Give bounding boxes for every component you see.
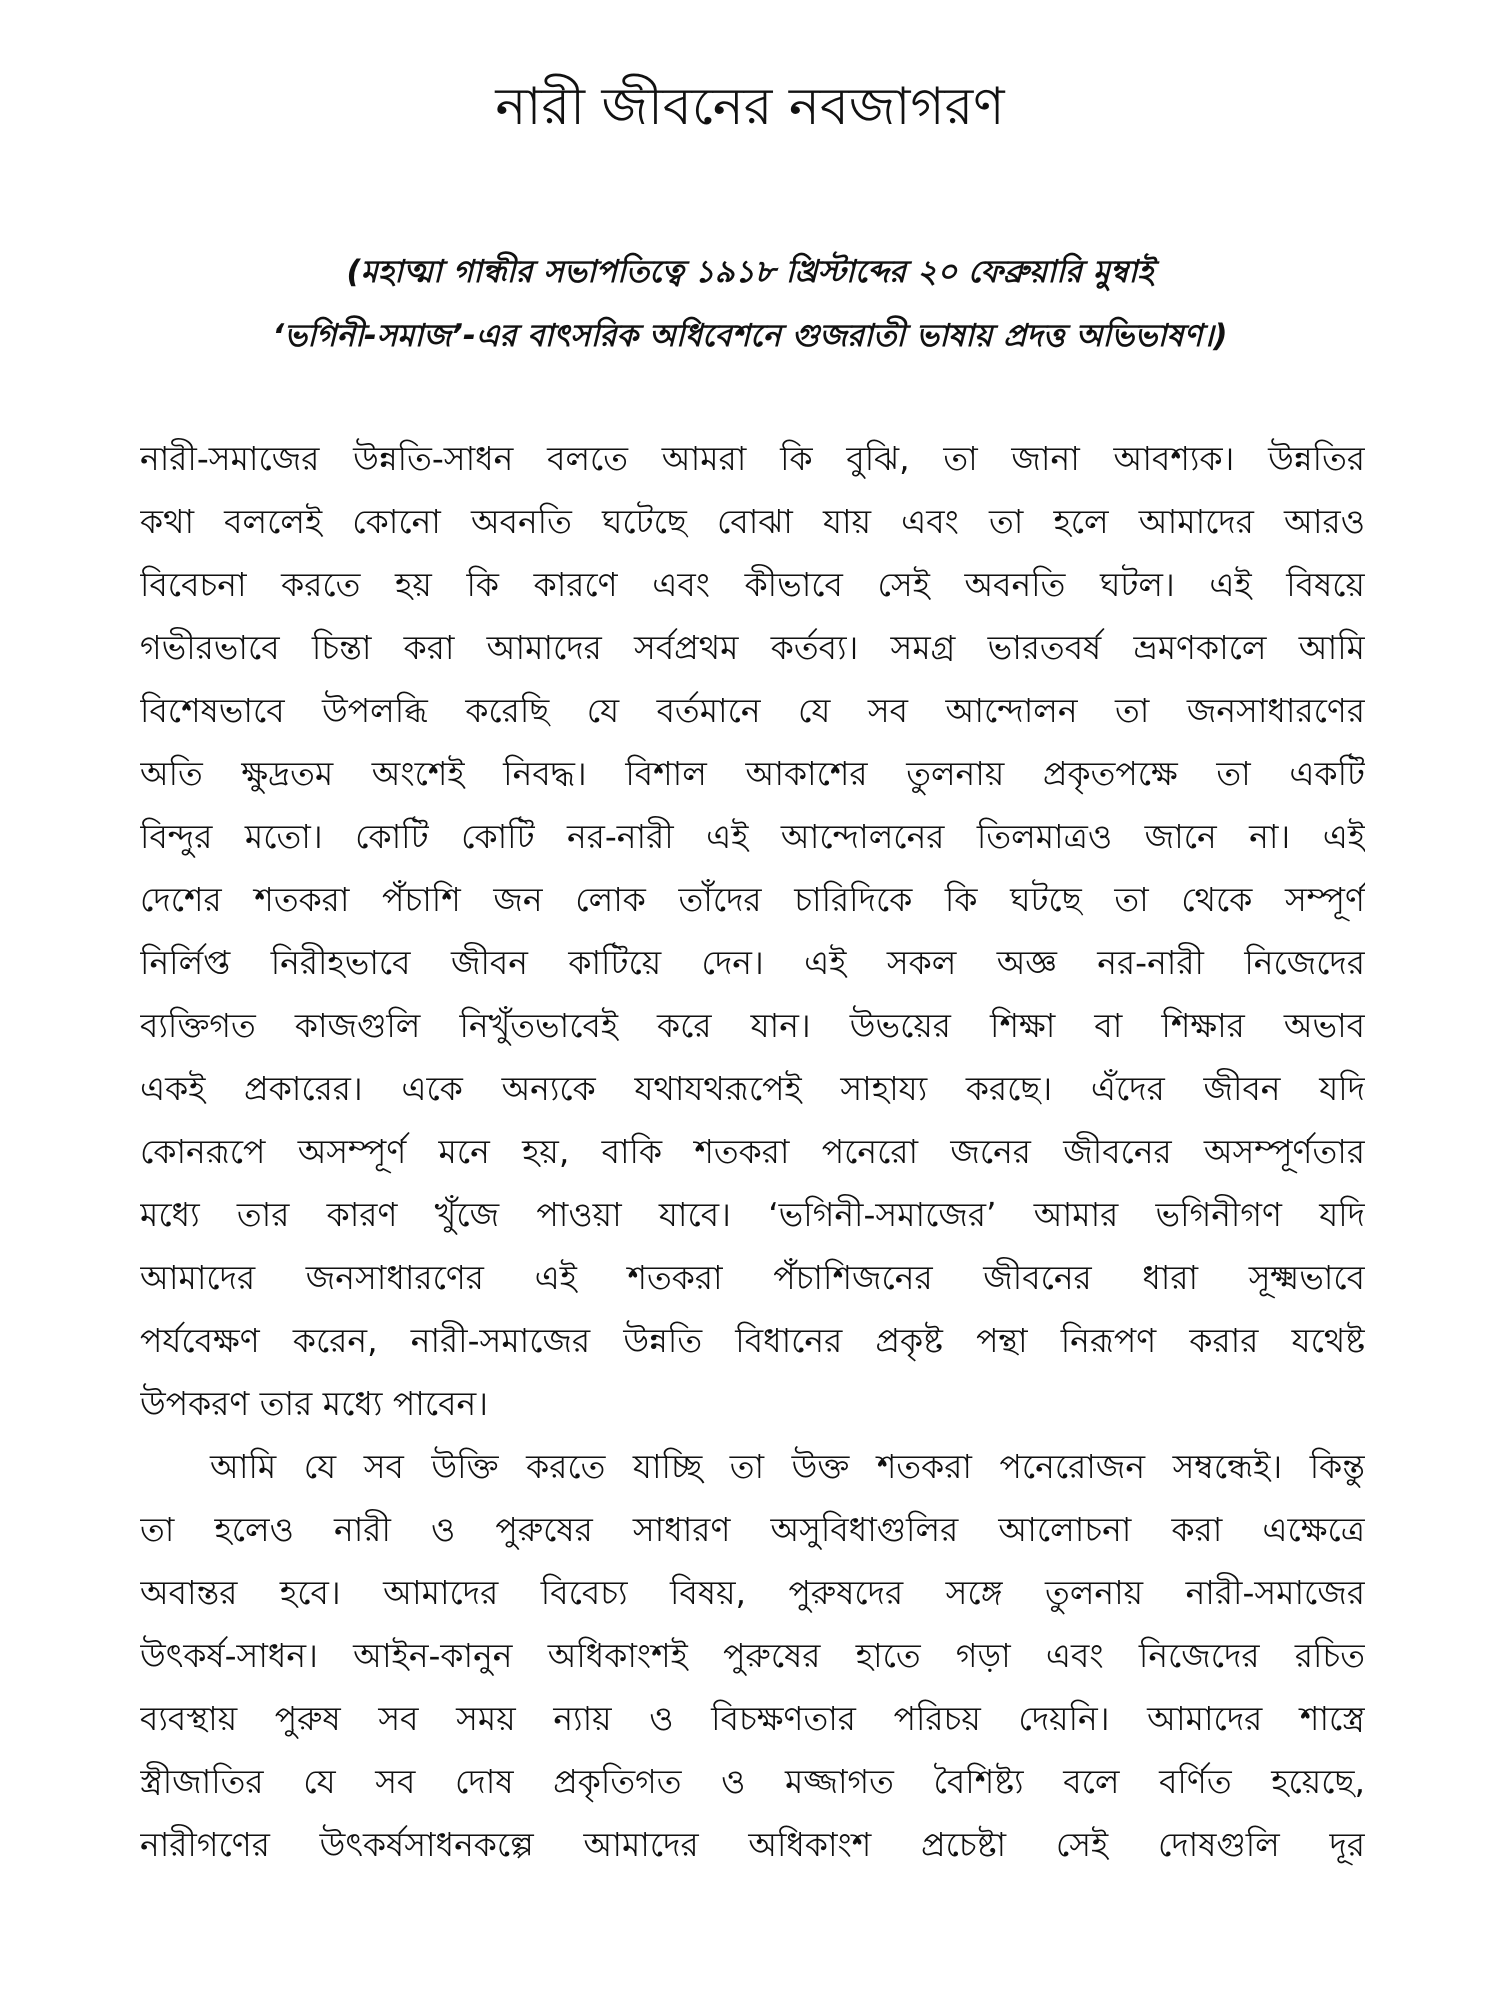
paragraph-2 — [140, 1435, 1365, 1876]
text-line: নারীগণের উৎকর্ষসাধনকল্পে আমাদের অধিকাংশ প্রচেষ্টা সেই দোষগুলি দূর — [140, 1825, 1365, 1864]
text-line: নির্লিপ্ত নিরীহভাবে জীবন কাটিয়ে দেন। এই সকল অজ্ঞ নর-নারী নিজেদের — [140, 943, 1365, 982]
text-line: আমি যে সব উক্তি করতে যাচ্ছি তা উক্ত শতকরা পনেরোজন সম্বন্ধেই। কিন্তু — [210, 1447, 1365, 1486]
text-line: বিবেচনা করতে হয় কি কারণে এবং কীভাবে সেই অবনতি ঘটল। এই বিষয়ে — [140, 565, 1365, 604]
text-line: নারী-সমাজের উন্নতি-সাধন বলতে আমরা কি বুঝি, তা জানা আবশ্যক। উন্নতির — [140, 439, 1365, 478]
page-title: নারী জীবনের নবজাগরণ — [495, 77, 1005, 137]
text-line: ব্যক্তিগত কাজগুলি নিখুঁতভাবেই করে যান। উভয়ের শিক্ষা বা শিক্ষার অভাব — [140, 1006, 1365, 1045]
text-line: ব্যবস্থায় পুরুষ সব সময় ন্যায় ও বিচক্ষণতার পরিচয় দেয়নি। আমাদের শাস্ত্রে — [140, 1699, 1365, 1738]
text-line: অবান্তর হবে। আমাদের বিবেচ্য বিষয়, পুরুষদের সঙ্গে তুলনায় নারী-সমাজের — [140, 1573, 1365, 1612]
body-text — [140, 427, 1365, 1876]
speech-context-note — [180, 240, 1320, 368]
subtitle-line: (মহাত্মা গান্ধীর সভাপতিত্বে ১৯১৮ খ্রিস্টাব্দের ২০ ফেব্রুয়ারি মুম্বাই — [346, 254, 1154, 290]
subtitle-line: ‘ভগিনী-সমাজ’-এর বাৎসরিক অধিবেশনে গুজরাতী ভাষায় প্রদত্ত অভিভাষণ।) — [272, 318, 1228, 354]
text-line: তা হলেও নারী ও পুরুষের সাধারণ অসুবিধাগুলির আলোচনা করা এক্ষেত্রে — [140, 1510, 1365, 1549]
paragraph-1 — [140, 427, 1365, 1435]
text-line: গভীরভাবে চিন্তা করা আমাদের সর্বপ্রথম কর্তব্য। সমগ্র ভারতবর্ষ ভ্রমণকালে আমি — [140, 628, 1365, 667]
text-line: উপকরণ তার মধ্যে পাবেন। — [140, 1384, 488, 1423]
text-line: দেশের শতকরা পঁচাশি জন লোক তাঁদের চারিদিকে কি ঘটছে তা থেকে সম্পূর্ণ — [140, 880, 1365, 919]
text-line: আমাদের জনসাধারণের এই শতকরা পঁচাশিজনের জীবনের ধারা সূক্ষ্মভাবে — [140, 1258, 1365, 1297]
text-line: মধ্যে তার কারণ খুঁজে পাওয়া যাবে। ‘ভগিনী-সমাজের’ আমার ভগিনীগণ যদি — [140, 1195, 1365, 1234]
text-line: বিন্দুর মতো। কোটি কোটি নর-নারী এই আন্দোলনের তিলমাত্রও জানে না। এই — [140, 817, 1365, 856]
text-line: কথা বললেই কোনো অবনতি ঘটেছে বোঝা যায় এবং তা হলে আমাদের আরও — [140, 502, 1365, 541]
text-line: অতি ক্ষুদ্রতম অংশেই নিবদ্ধ। বিশাল আকাশের তুলনায় প্রকৃতপক্ষে তা একটি — [140, 754, 1365, 793]
text-line: স্ত্রীজাতির যে সব দোষ প্রকৃতিগত ও মজ্জাগত বৈশিষ্ট্য বলে বর্ণিত হয়েছে, — [140, 1762, 1365, 1801]
text-line: বিশেষভাবে উপলব্ধি করেছি যে বর্তমানে যে সব আন্দোলন তা জনসাধারণের — [140, 691, 1365, 730]
text-line: পর্যবেক্ষণ করেন, নারী-সমাজের উন্নতি বিধানের প্রকৃষ্ট পন্থা নিরূপণ করার যথেষ্ট — [140, 1321, 1365, 1360]
text-line: কোনরূপে অসম্পূর্ণ মনে হয়, বাকি শতকরা পনেরো জনের জীবনের অসম্পূর্ণতার — [140, 1132, 1365, 1171]
text-line: উৎকর্ষ-সাধন। আইন-কানুন অধিকাংশই পুরুষের হাতে গড়া এবং নিজেদের রচিত — [140, 1636, 1365, 1675]
text-line: একই প্রকারের। একে অন্যকে যথাযথরূপেই সাহায্য করছে। এঁদের জীবন যদি — [140, 1069, 1365, 1108]
